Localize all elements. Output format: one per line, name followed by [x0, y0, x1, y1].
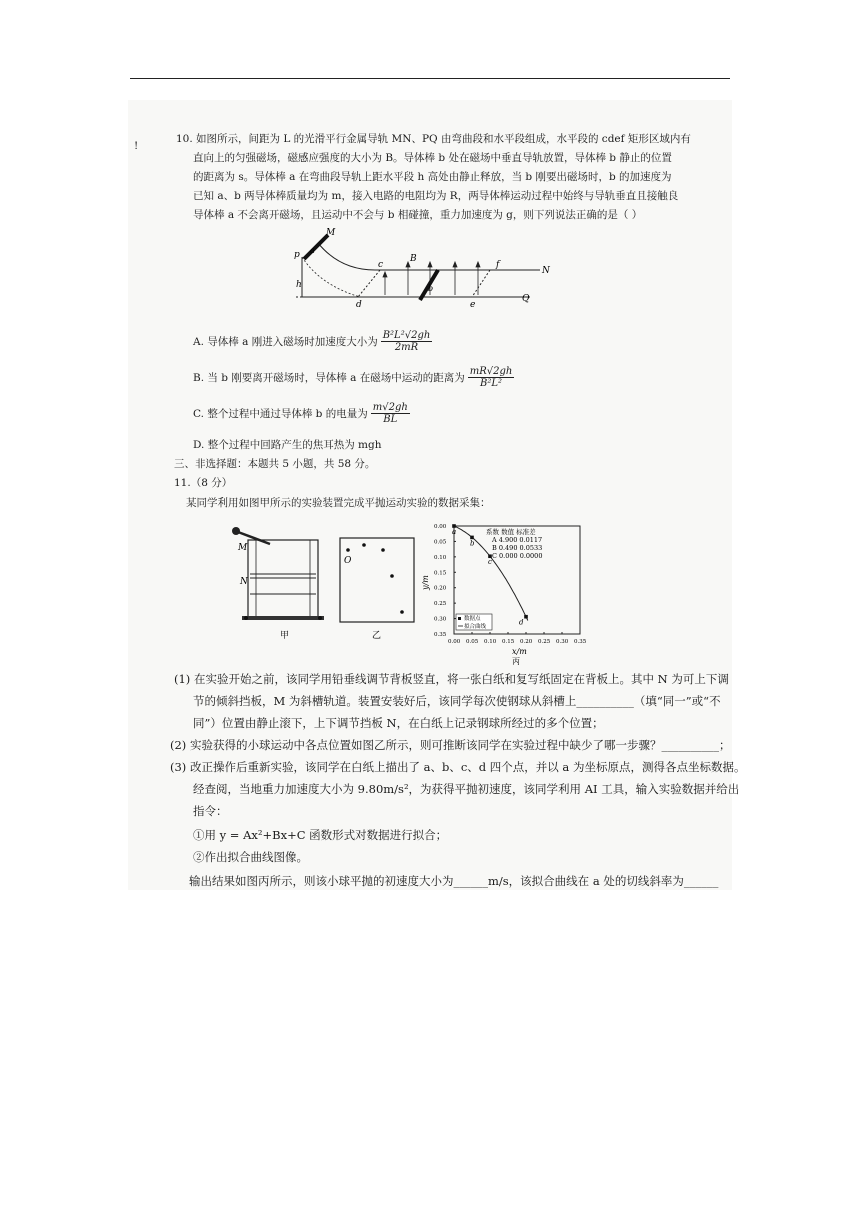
yi-label-O: O [344, 556, 352, 566]
coef-row-C: C 0.000 0.0000 [492, 552, 543, 560]
x-tick-label: 0.15 [502, 639, 515, 645]
jia-label-N: N [240, 577, 248, 587]
label-d: d [356, 300, 362, 310]
section-3-heading: 三、非选择题：本题共 5 小题，共 58 分。 [174, 458, 376, 470]
legend-fit-curve: 拟合曲线 [464, 624, 487, 630]
boundary-cd [358, 270, 380, 297]
label-f: f [496, 260, 500, 270]
q11-line-9: ②作出拟合曲线图像。 [193, 850, 308, 864]
q10-line-5: 导体棒 a 不会离开磁场，且运动中不会与 b 相碰撞，重力加速度为 g，则下列说法正确的是（ ） [193, 209, 643, 221]
x-tick-label: 0.05 [466, 639, 479, 645]
q11-line-6: 经查阅，当地重力加速度大小为 9.80m/s²，为获得平抛初速度，该同学利用 AI 工具，输入实验数据并给出 [193, 782, 740, 796]
data-point-label: d [519, 618, 524, 627]
x-axis-label: x/m [512, 647, 527, 656]
option-a: A. 导体棒 a 刚进入磁场时加速度大小为 $\frac{\text{B²L²√2gh}}{2mR}$ [193, 330, 431, 353]
q10-line-2: 直向上的匀强磁场，磁感应强度的大小为 B。导体棒 b 处在磁场中垂直导轨放置，导体棒 b 静止的位置 [193, 152, 672, 164]
q10-rail-figure [290, 225, 560, 310]
y-tick-label: 0.20 [434, 585, 447, 592]
label-c: c [378, 260, 384, 270]
figure-jia [228, 522, 328, 644]
y-tick-label: 0.30 [434, 616, 447, 623]
y-tick-label: 0.10 [434, 554, 447, 561]
label-N: N [542, 266, 550, 276]
label-e: e [470, 300, 476, 310]
q11-line-2: 节的倾斜挡板，M 为斜槽轨道。装置安装好后，该同学每次使钢球从斜槽上__________（填“同一”或“不 [193, 694, 721, 708]
label-Q: Q [522, 294, 530, 304]
data-point-label: b [470, 539, 475, 548]
q11-line-8: ①用 y = Ax²+Bx+C 函数形式对数据进行拟合； [193, 828, 448, 842]
q11-line-5: (3) 改正操作后重新实验，该同学在白纸上描出了 a、b、c、d 四个点，并以 a 为坐标原点，测得各点坐标数据。 [170, 760, 746, 774]
y-tick-label: 0.25 [434, 601, 447, 608]
x-tick-label: 0.25 [538, 639, 551, 645]
q10-line-3: 的距离为 s。导体棒 a 在弯曲段导轨上距水平段 h 高处由静止释放，当 b 刚要出磁场时，b 的加速度为 [193, 171, 672, 183]
boundary-fe [472, 270, 490, 297]
rod-a [304, 235, 328, 259]
q11-line-10: 输出结果如图丙所示，则该小球平抛的初速度大小为______m/s，该拟合曲线在 a 处的切线斜率为______ [189, 874, 719, 888]
data-point-label: a [452, 528, 457, 536]
figure-yi [338, 536, 418, 644]
q11-line-1: (1) 在实验开始之前，该同学用铅垂线调节背板竖直，将一张白纸和复写纸固定在背板上。其中 N 为可上下调 [174, 672, 729, 686]
option-b: B. 当 b 刚要离开磁场时，导体棒 a 在磁场中运动的距离为 $\frac{mR√2gh}{\text{B²L²}}$ [193, 366, 513, 389]
y-tick-label: 0.05 [434, 539, 447, 546]
data-point-label: c [488, 558, 492, 567]
y-tick-label: 0.35 [434, 632, 447, 638]
figure-bing-chart [420, 520, 590, 668]
bing-caption: 丙 [512, 657, 520, 666]
rail-curve-dashed [302, 257, 360, 297]
x-tick-label: 0.20 [520, 639, 533, 645]
q11-line-4: (2) 实验获得的小球运动中各点位置如图乙所示，则可推断该同学在实验过程中缺少了哪一步骤？__________； [170, 738, 731, 752]
x-tick-label: 0.10 [484, 639, 497, 645]
legend-marker [458, 617, 461, 620]
margin-mark: ! [134, 140, 139, 152]
q11-line-7: 指令： [193, 804, 228, 818]
coef-table-header: 系数 数值 标准差 [486, 528, 536, 536]
x-tick-label: 0.00 [448, 639, 461, 645]
q10-line-4: 已知 a、b 两导体棒质量均为 m，接入电路的电阻均为 R，两导体棒运动过程中始终与导轨垂直且接触良 [193, 190, 679, 202]
jia-caption: 甲 [280, 631, 290, 641]
q11-intro: 某同学利用如图甲所示的实验装置完成平抛运动实验的数据采集： [186, 497, 491, 509]
y-tick-label: 0.15 [434, 570, 447, 577]
label-a: a [310, 246, 315, 255]
label-b: b [428, 284, 434, 293]
x-tick-label: 0.30 [556, 639, 569, 645]
y-axis-label: y/m [421, 575, 430, 590]
label-B: B [410, 254, 417, 264]
label-p: p [294, 250, 300, 260]
y-tick-label: 0.00 [434, 524, 447, 530]
q11-header: 11.（8 分） [174, 477, 233, 489]
coef-row-A: A 4.900 0.0117 [492, 536, 543, 544]
coef-row-B: B 0.490 0.0533 [492, 544, 543, 552]
yi-caption: 乙 [372, 631, 382, 641]
q11-line-3: 同”）位置由静止滚下，上下调节挡板 N，在白纸上记录钢球所经过的多个位置； [193, 716, 604, 730]
header-rule [130, 78, 730, 79]
data-point [524, 615, 528, 619]
q10-line-1: 10. 如图所示，间距为 L 的光滑平行金属导轨 MN、PQ 由弯曲段和水平段组成，水平段的 cdef 矩形区域内有 [176, 133, 691, 145]
jia-label-M: M [238, 543, 248, 553]
option-c: C. 整个过程中通过导体棒 b 的电量为 $\frac{m√2gh}{BL}$ [193, 402, 408, 425]
label-M: M [326, 228, 336, 238]
label-h: h [296, 280, 302, 290]
legend-data-points: 数据点 [464, 616, 481, 622]
x-tick-label: 0.35 [574, 639, 587, 645]
option-d: D. 整个过程中回路产生的焦耳热为 mgh [193, 439, 382, 451]
